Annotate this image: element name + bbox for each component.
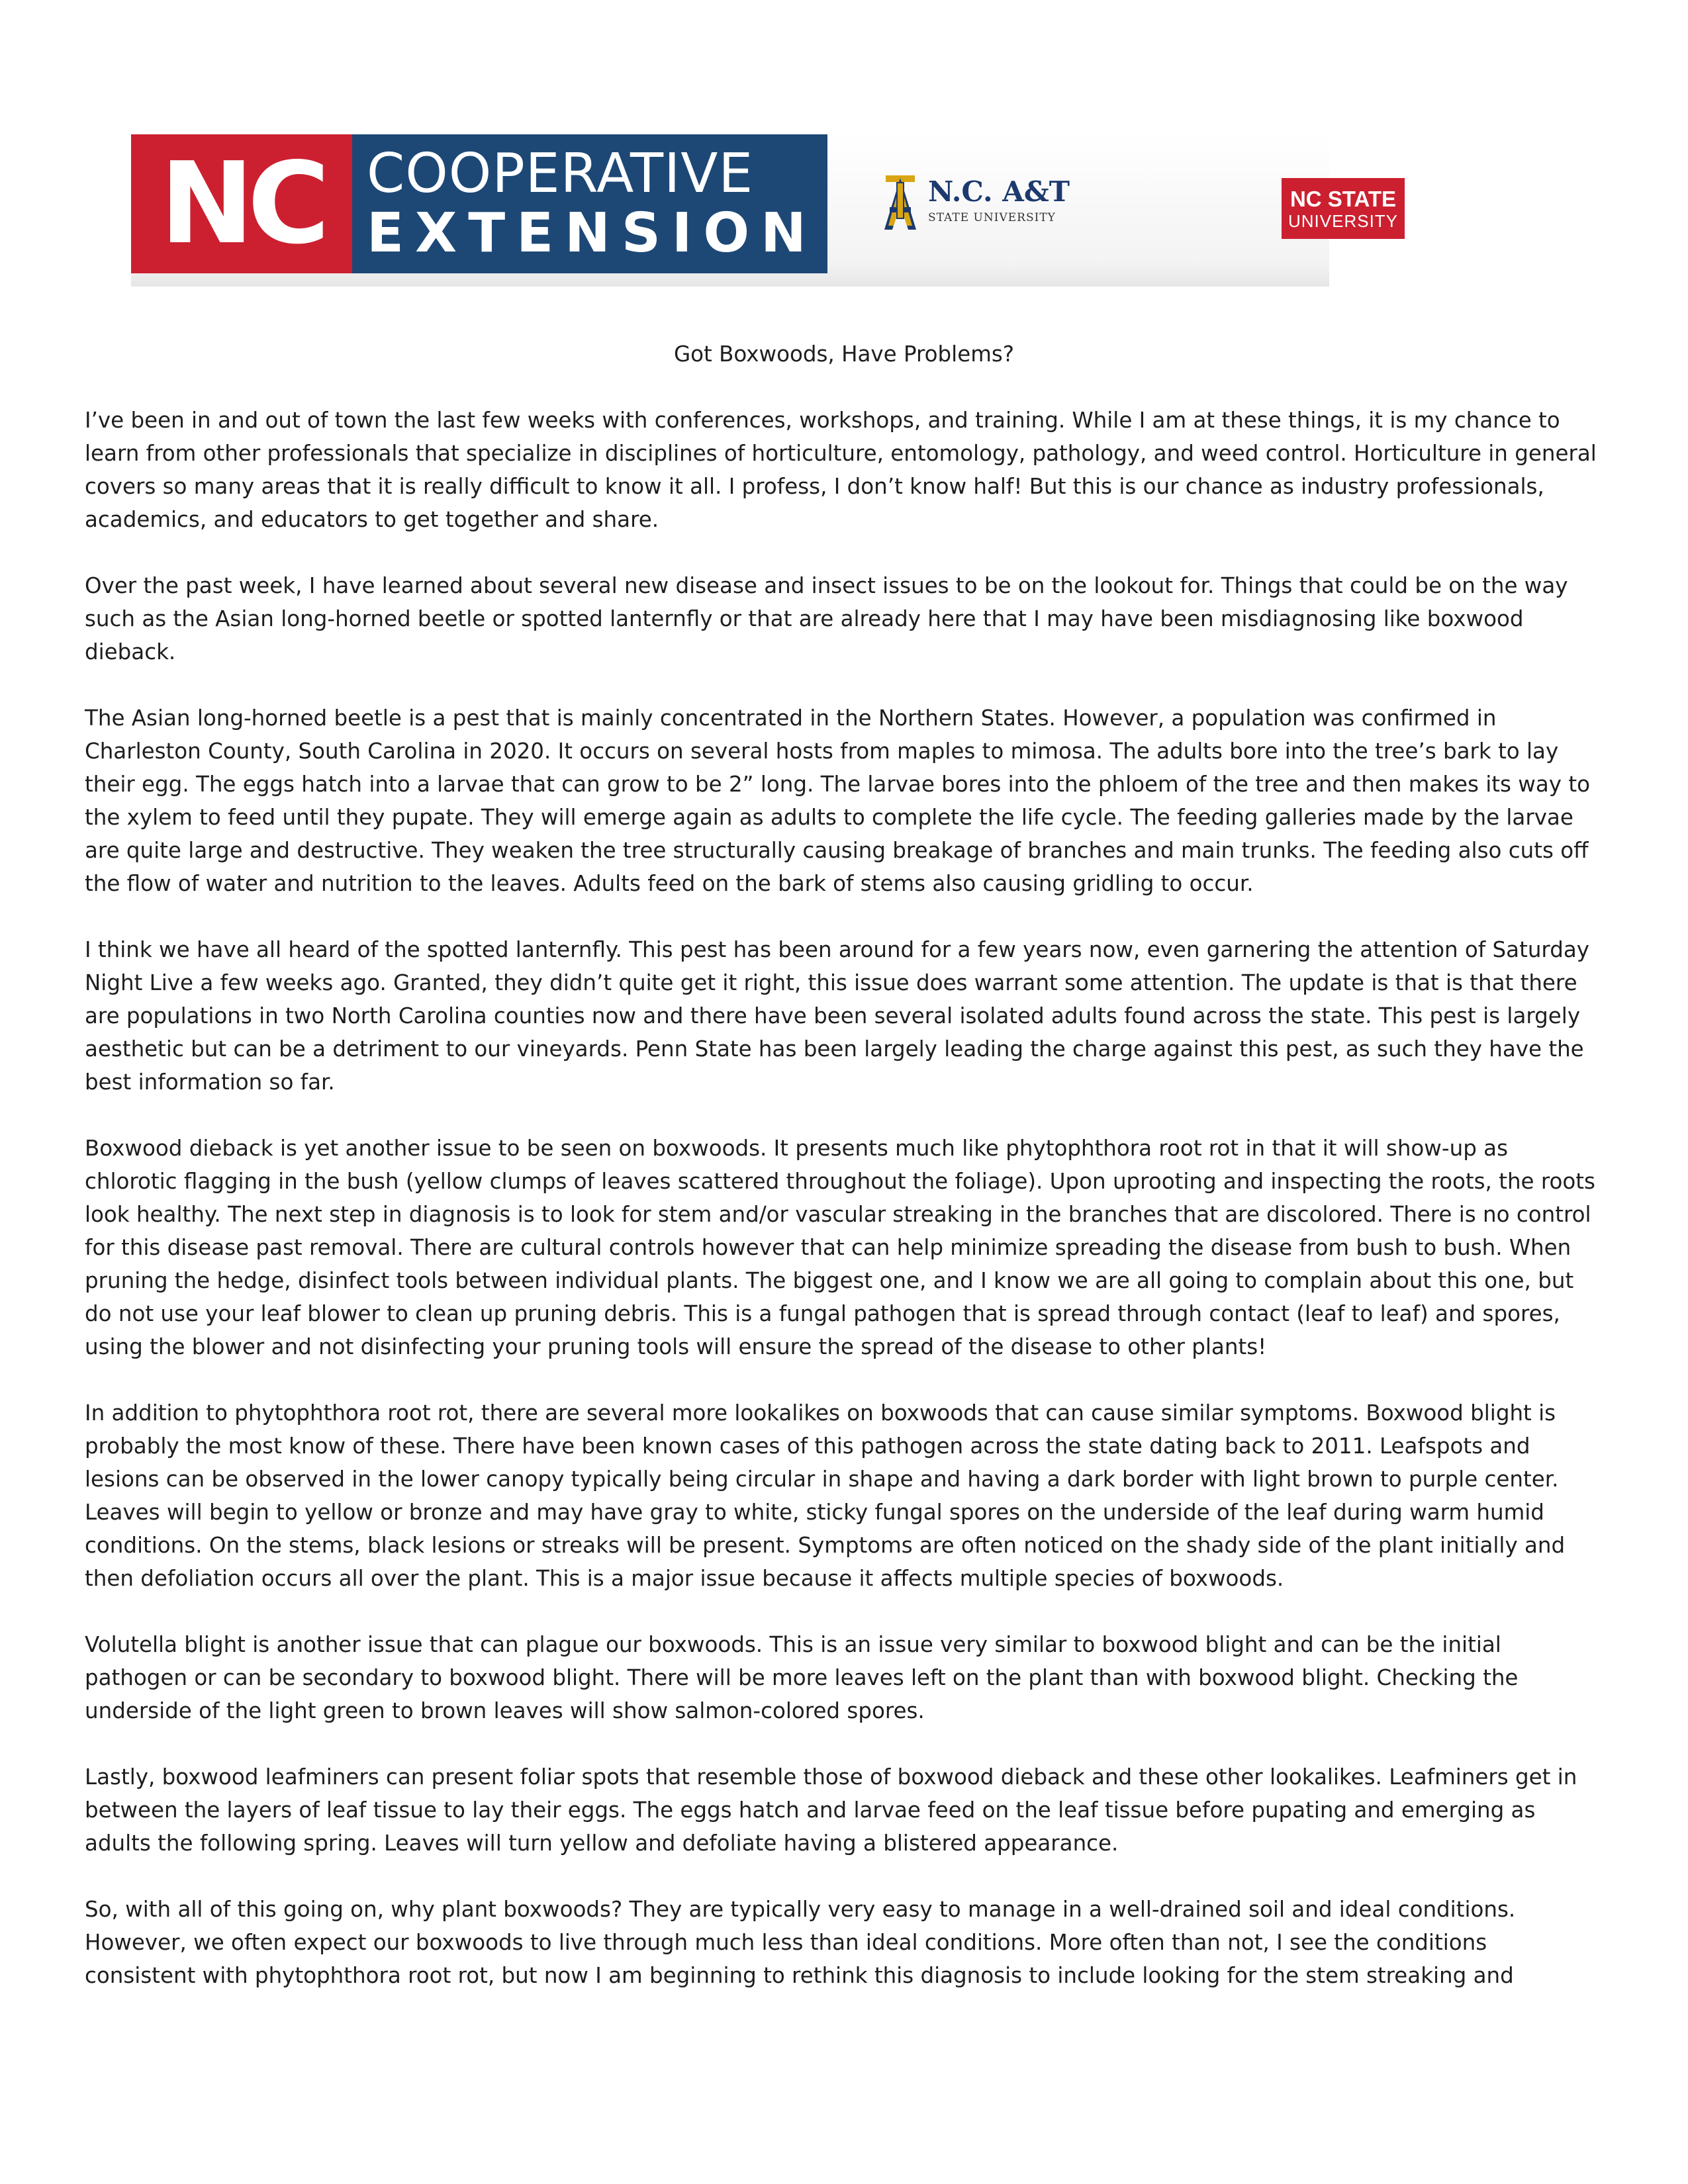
paragraph-boxwood-blight: In addition to phytophthora root rot, there are several more lookalikes on boxwoods that can cause similar symptoms. Boxwood blight is probably the most know of these. There have been known cases of this pathogen across the state dating back to 2011. Leafspots and lesions can be observed in the lower canopy typically being circular in shape and having a dark border with light brown to purple center. Leaves will begin to yellow or bronze and may have gray to white, sticky fungal spores on the underside of the leaf during warm humid conditions. On the stems, black lesions or streaks will be present. Symptoms are often noticed on the shady side of the plant initially and then defoliation occurs all over the plant. This is a major issue because it affects multiple species of boxwoods. bbox=[85, 1400, 1566, 1591]
aggie-logo-subtitle: STATE UNIVERSITY bbox=[928, 211, 1056, 224]
nc-cooperative-extension-logo bbox=[131, 134, 827, 273]
paragraph-intro: I’ve been in and out of town the last few weeks with conferences, workshops, and training. While I am at these things, it is my chance to learn from other professionals that specialize in disciplines of horticulture, entomology, pathology, and weed control. Horticulture in general covers so many areas that it is really difficult to know it all. I profess, I don’t know half! But this is our chance as industry professionals, academics, and educators to get together and share. bbox=[85, 408, 1597, 532]
letterhead bbox=[131, 134, 1399, 287]
paragraph-asian-long-horned-beetle: The Asian long-horned beetle is a pest that is mainly concentrated in the Northern States. However, a population was confirmed in Charleston County, South Carolina in 2020. It occurs on several hosts from maples to mimosa. The adults bore into the tree’s bark to lay their egg. The eggs hatch into a larvae that can grow to be 2” long. The larvae bores into the phloem of the tree and then makes its way to the xylem to feed until they pupate. They will emerge again as adults to complete the life cycle. The feeding galleries made by the larvae are quite large and destructive. They weaken the tree structurally causing breakage of branches and main trunks. The feeding also cuts off the flow of water and nutrition to the leaves. Adults feed on the bark of stems also causing gridling to occur. bbox=[85, 705, 1590, 896]
article-title: Got Boxwoods, Have Problems? bbox=[673, 341, 1015, 367]
article-body bbox=[85, 404, 1601, 2025]
nc-logo-letters: NC bbox=[160, 138, 324, 269]
aggie-shield-icon bbox=[880, 173, 920, 232]
nc-logo-extension-text: EXTENSION bbox=[367, 202, 818, 265]
ncstate-logo-line2: UNIVERSITY bbox=[1288, 210, 1399, 231]
paragraph-volutella-blight: Volutella blight is another issue that can plague our boxwoods. This is an issue very similar to boxwood blight and can be the initial pathogen or can be secondary to boxwood blight. There will be more leaves left on the plant than with boxwood blight. Checking the underside of the light green to brown leaves will show salmon-colored spores. bbox=[85, 1632, 1519, 1723]
nc-logo-blue-block bbox=[352, 134, 827, 273]
paragraph-boxwood-dieback: Boxwood dieback is yet another issue to be seen on boxwoods. It presents much like phytophthora root rot in that it will show-up as chlorotic flagging in the bush (yellow clumps of leaves scattered throughout the foliage). Upon uprooting and inspecting the roots, the roots look healthy. The next step in diagnosis is to look for stem and/or vascular streaking in the branches that are discolored. There is no control for this disease past removal. There are cultural controls however that can help minimize spreading the disease from bush to bush. When pruning the hedge, disinfect tools between individual plants. The biggest one, and I know we are all going to complain about this one, but do not use your leaf blower to clean up pruning debris. This is a fungal pathogen that is spread through contact (leaf to leaf) and spores, using the blower and not disinfecting your pruning tools will ensure the spread of the disease to other plants! bbox=[85, 1136, 1595, 1359]
paragraph-spotted-lanternfly: I think we have all heard of the spotted lanternfly. This pest has been around for a few years now, even garnering the attention of Saturday Night Live a few weeks ago. Granted, they didn’t quite get it right, this issue does warrant some attention. The update is that is that there are populations in two North Carolina counties now and there have been several isolated adults found across the state. This pest is largely aesthetic but can be a detriment to our vineyards. Penn State has been largely leading the charge against this pest, as such they have the best information so far. bbox=[85, 937, 1590, 1095]
paragraph-new-issues: Over the past week, I have learned about several new disease and insect issues to be on the lookout for. Things that could be on the way such as the Asian long-horned beetle or spotted lanternfly or that are already here that I may have been misdiagnosing like boxwood dieback. bbox=[85, 573, 1568, 664]
paragraph-boxwood-leafminers: Lastly, boxwood leafminers can present foliar spots that resemble those of boxwood dieback and these other lookalikes. Leafminers get in between the layers of leaf tissue to lay their eggs. The eggs hatch and larvae feed on the leaf tissue before pupating and emerging as adults the following spring. Leaves will turn yellow and defoliate having a blistered appearance. bbox=[85, 1764, 1577, 1856]
nc-at-state-university-logo bbox=[880, 173, 1092, 239]
aggie-logo-name: N.C. A&T bbox=[928, 175, 1070, 208]
ncstate-logo-line1: NC STATE bbox=[1289, 186, 1397, 211]
nc-logo-cooperative-text: COOPERATIVE bbox=[367, 142, 754, 205]
nc-logo-red-block bbox=[131, 134, 352, 273]
paragraph-why-plant-boxwoods: So, with all of this going on, why plant boxwoods? They are typically very easy to manage in a well-drained soil and ideal conditions. However, we often expect our boxwoods to live through much less than ideal conditions. More often than not, I see the conditions consistent with phytophthora root rot, but now I am beginning to rethink this diagnosis to include looking for the stem streaking and bbox=[85, 1897, 1516, 1988]
nc-state-university-logo bbox=[1282, 178, 1405, 239]
